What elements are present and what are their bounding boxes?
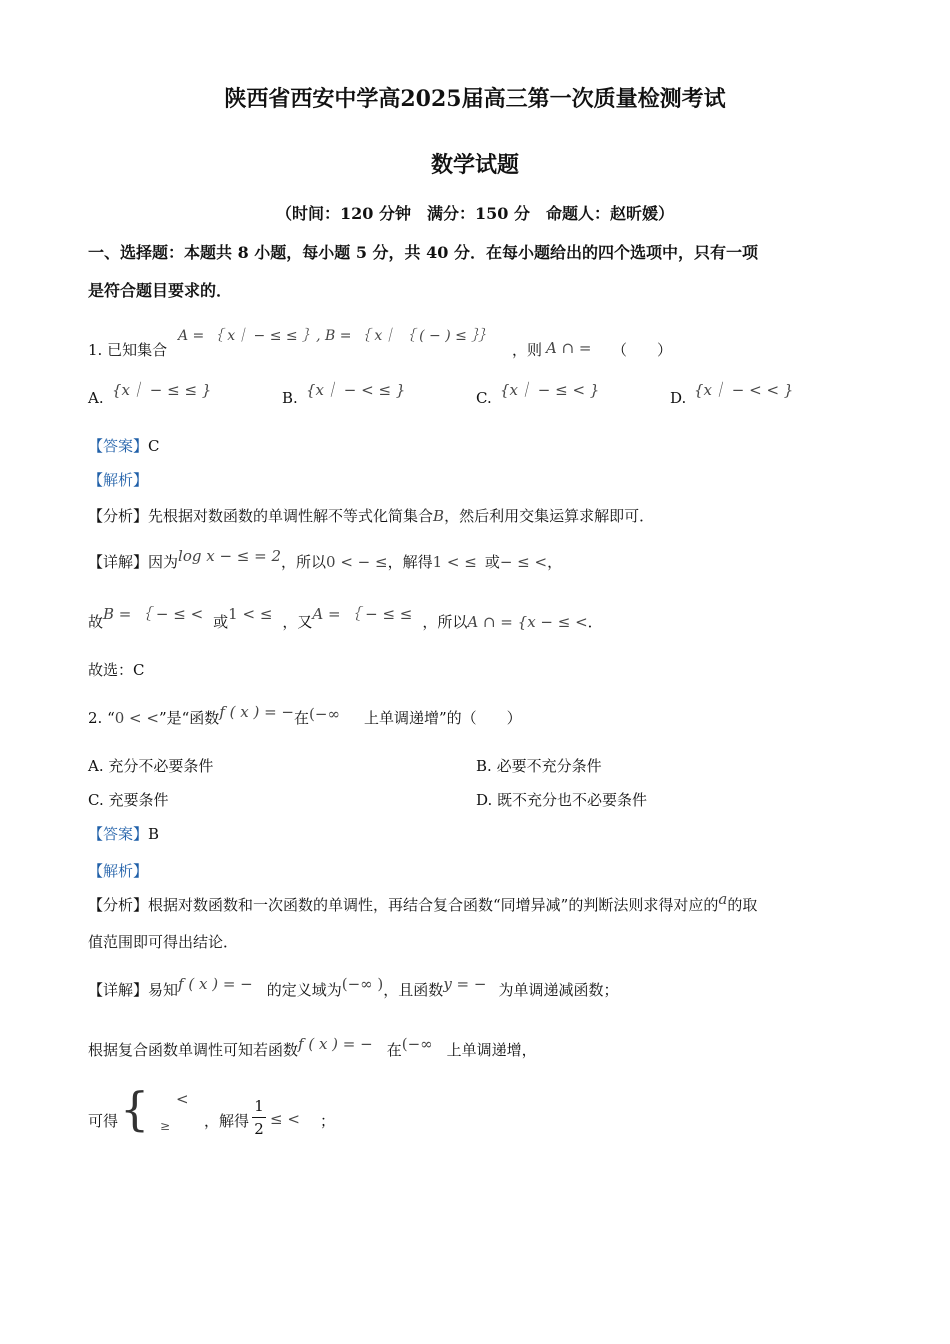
q1-fenxi-tail: ，然后利用交集运算求解即可． [444,507,655,525]
q1-option-d: {x｜ − < < } [694,381,794,399]
q1-xj2-m1: B = ｛ − ≤ < [103,605,204,623]
q1-xj2-c: ，又 [282,613,313,631]
q2-fenxi-line1 [88,890,758,915]
fraction-numerator: 1 [254,1097,264,1115]
q2-option-b [476,756,602,776]
q2-option-d-text: 既不充分也不必要条件 [497,791,648,809]
q2-answer [88,824,159,844]
q1-fenxi [88,506,654,526]
q1-set-definition: A = ｛ x｜ − ≤ ≤ ｝, B = ｛ x｜ ｛ ( − ) ≤ ｝｝ [178,328,493,344]
q2-jiexi-tag: 【解析】 [88,862,149,880]
q2-fenxi-tail: 的取 [727,896,758,914]
q2-xj3-b: ，解得 [204,1112,250,1130]
q2-fenxi-text: 根据对数函数和一次函数的单调性，再结合复合函数“同增异减”的判断法则求得对应的 [148,896,719,914]
q1-option-b: {x｜ − < ≤ } [306,381,406,399]
section-heading-line1: 一、选择题：本题共 8 小题，每小题 5 分，共 40 分．在每小题给出的四个选项中，只有一项 [88,243,758,262]
q1-option-c: {x｜ − ≤ < } [500,381,600,399]
q1-answer-value: C [148,437,160,455]
page-title: 陕西省西安中学高2025届高三第一次质量检测考试 [224,86,726,112]
q2-tail: 上单调递增”的（ ） [363,709,522,727]
q1-fenxi-b: B [433,507,445,525]
system-brace-icon: { [120,1082,150,1136]
q2-zai: 在 [294,709,310,727]
q2-fenxi-tag: 【分析】 [88,896,149,914]
q2-xj1-a: 易知 [148,981,179,999]
q1-option-b-label: B. [282,389,298,407]
q2-fenxi-line2: 值范围即可得出结论． [88,933,239,951]
q1-fenxi-text: 先根据对数函数的单调性解不等式化简集合 [148,507,434,525]
q2-xj1-c: ，且函数 [383,981,444,999]
q1-xiangjie-line1 [88,547,563,572]
q2-xiangjie-line1 [88,975,619,1000]
q1-xj1-c: ，解得 [387,553,433,571]
q1-xj1-e: ， [547,553,563,571]
q1-xj1-m4: − ≤ < [499,553,548,571]
q2-xj3-c: ； [320,1112,336,1130]
q2-option-d [476,790,647,810]
q1-xj2-m2: 1 < ≤ [228,605,273,623]
q2-option-d-label: D. [476,791,493,809]
fraction-bar [252,1117,266,1118]
q2-xj2-b: 在 [386,1041,402,1059]
q2-interval: (−∞ [309,705,340,723]
q2-xiangjie-line2 [88,1035,537,1060]
q1-option-d-label: D. [670,389,687,407]
q1-then: ，则 [512,341,543,359]
q1-xiangjie-line2 [88,605,603,632]
q2-fenxi-a: a [718,890,728,908]
q2-xj1-b: 的定义域为 [266,981,342,999]
q1-xj2-m4: A ∩ = {x − ≤ < [467,613,588,631]
q1-xj2-m3: A = ｛ − ≤ ≤ [312,605,413,623]
q1-jiexi-tag: 【解析】 [88,471,149,489]
q1-xj2-a: 故 [88,613,104,631]
q2-xj2-m2: (−∞ [401,1035,433,1053]
q1-xj1-m3: 1 < ≤ [432,553,477,571]
q2-m1: 0 < < [114,709,159,727]
q1-xj2-d: ，所以 [422,613,468,631]
q2-xj3-m: ≤ < [270,1110,300,1128]
q2-system-row1: < [176,1090,189,1108]
q2-xj2-m1: f ( x ) = − [298,1035,373,1053]
q1-xiangjie-tag: 【详解】 [88,553,149,571]
fraction-denominator: 2 [254,1120,264,1138]
exam-info: （时间：120 分钟 满分：150 分 命题人：赵昕媛） [276,204,674,223]
q2-xj2-c: 上单调递增， [446,1041,537,1059]
q1-xj1-a: 因为 [148,553,179,571]
q2-function: f ( x ) = − [219,703,295,721]
q2-option-b-text: 必要不充分条件 [496,757,602,775]
q1-xj1-b: ，所以 [281,553,327,571]
q2-answer-value: B [148,825,160,843]
q1-xj1-d: 或 [484,553,500,571]
q2-option-c-label: C. [88,791,104,809]
q1-xj2-e: ． [587,613,603,631]
q2-option-c [88,790,169,810]
section-heading-line2: 是符合题目要求的． [88,281,233,300]
q1-xj1-m2: 0 < − ≤ [326,553,388,571]
q2-xj1-m2: (−∞ ) [341,975,384,993]
q1-prefix: 1. 已知集合 [88,341,168,359]
q2-xiangjie-tag: 【详解】 [88,981,149,999]
q2-prefix: 2. “ [88,709,115,727]
subject-title: 数学试题 [430,152,519,178]
q2-xj1-m1: f ( x ) = − [178,975,253,993]
q2-answer-tag: 【答案】 [88,825,149,843]
q2-option-b-label: B. [476,757,492,775]
q1-intersection: A ∩ = [546,339,592,357]
q1-answer [88,436,160,456]
q1-xj1-log: log x − ≤ = 2 [178,547,282,565]
q2-xj1-m3: y = − [443,975,487,993]
q2-stem [88,703,522,728]
q1-option-a: {x｜ − ≤ ≤ } [112,381,212,399]
q2-xj2-a: 根据复合函数单调性可知若函数 [88,1041,299,1059]
q2-option-a-text: 充分不必要条件 [108,757,214,775]
q2-option-c-text: 充要条件 [108,791,169,809]
q2-option-a-label: A. [88,757,104,775]
q1-answer-tag: 【答案】 [88,437,149,455]
q1-option-c-label: C. [476,389,492,407]
q2-option-a [88,756,213,776]
q1-option-a-label: A. [88,389,104,407]
q2-xiangjie-line3-prefix: 可得 [88,1112,119,1130]
q2-xj1-d: 为单调递减函数； [498,981,619,999]
q1-fenxi-tag: 【分析】 [88,507,149,525]
q1-xj2-b: 或 [213,613,229,631]
q2-mid: ”是“函数 [158,709,220,727]
q1-paren: （ ） [612,341,673,359]
q2-system-row2: ≥ [160,1119,171,1133]
q1-guxuan: 故选：C [88,661,145,679]
